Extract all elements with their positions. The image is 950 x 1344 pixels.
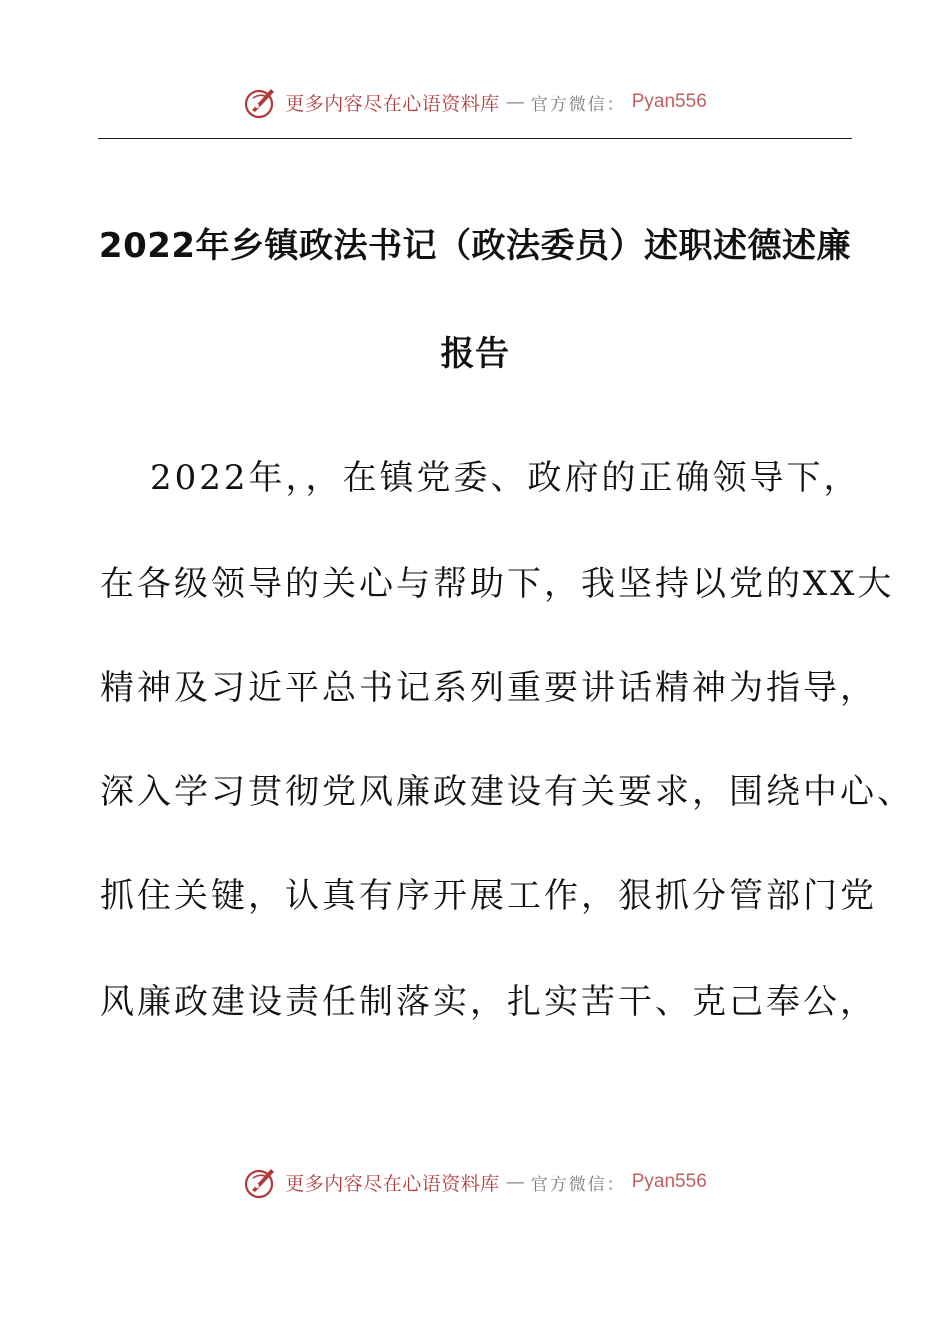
- quill-logo-icon: [243, 84, 279, 120]
- paragraph-line: 精神及习近平总书记系列重要讲话精神为指导，: [100, 668, 877, 708]
- header-banner: [0, 82, 950, 122]
- banner-official-label: 官方微信：: [530, 1174, 626, 1195]
- banner-wechat-id: Pyan556: [631, 1171, 707, 1192]
- paragraph-line: 深入学习贯彻党风廉政建设有关要求，围绕中心、: [100, 772, 914, 812]
- banner-text: 更多内容尽在心语资料库: [285, 92, 500, 115]
- paragraph-line: 在各级领导的关心与帮助下，我坚持以党的XX大: [100, 564, 895, 604]
- footer-banner: [0, 1162, 950, 1202]
- banner-wechat-id: Pyan556: [631, 91, 707, 112]
- paragraph-line: 风廉政建设责任制落实，扎实苦干、克己奉公，: [100, 982, 877, 1022]
- quill-logo-icon: [243, 1164, 279, 1200]
- header-divider: [98, 138, 852, 139]
- banner-text: 更多内容尽在心语资料库: [285, 1172, 500, 1195]
- banner-dash: —: [505, 1171, 525, 1193]
- banner-official-label: 官方微信：: [530, 94, 626, 115]
- document-title-line-2: 报告: [440, 334, 510, 374]
- document-title-line-1: 2022年乡镇政法书记（政法委员）述职述德述廉: [98, 226, 852, 266]
- paragraph-line: 2022年，，在镇党委、政府的正确领导下，: [150, 458, 861, 498]
- paragraph-line: 抓住关键，认真有序开展工作，狠抓分管部门党: [100, 876, 877, 916]
- banner-dash: —: [505, 91, 525, 113]
